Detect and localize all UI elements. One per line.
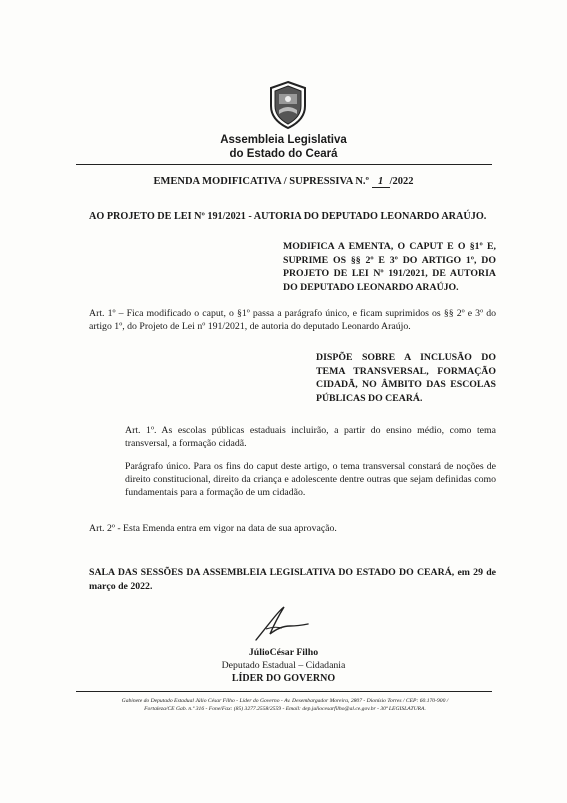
state-coat-of-arms-icon	[265, 80, 311, 130]
title-suffix: /2022	[389, 176, 414, 187]
signatory-title: LÍDER DO GOVERNO	[231, 673, 336, 684]
header-divider	[76, 164, 492, 165]
signatory-role: Deputado Estadual – Cidadania	[221, 660, 346, 671]
footer-address-line-2: Fortaleza/CE Gab. n.º 316 - Fone/Fax: (85) 3277.2558/2559 - Email: dep.juliocesarfilho@al.ce.gov.br - 30ª LEGISLATURA.	[144, 706, 426, 712]
document-subject: AO PROJETO DE LEI Nº 191/2021 - AUTORIA DO DEPUTADO LEONARDO ARAÚJO.	[89, 211, 487, 222]
footer-address-line-1: Gabinete do Deputado Estadual Júlio César Filho - Líder do Governo - Av. Desembargador Moreira, 2807 - Dionísio Torres / CEP: 60.170-900 /	[121, 698, 449, 704]
institution-name: Assembleia Legislativa	[220, 134, 347, 146]
title-number: 1	[372, 176, 390, 188]
inner-sole-paragraph: Parágrafo único. Para os fins do caput deste artigo, o tema transversal constará de noções de direito constitucional, direito da criança e adolescente dentre outras que sejam definidas como fundamentais para a formação de um cidadão.	[125, 461, 496, 498]
ementa-modifica: MODIFICA A EMENTA, O CAPUT E O §1º E, SUPRIME OS §§ 2º E 3º DO ARTIGO 1º, DO PROJETO DE LEI Nº 191/2021, DE AUTORIA DO DEPUTADO LEONARDO ARAÚJO.	[283, 241, 496, 293]
handwritten-signature	[250, 604, 312, 644]
document-title	[0, 176, 567, 188]
closing-statement: SALA DAS SESSÕES DA ASSEMBLEIA LEGISLATIVA DO ESTADO DO CEARÁ, em 29 de março de 2022.	[89, 567, 496, 592]
article-2: Art. 2º - Esta Emenda entra em vigor na data de sua aprovação.	[89, 523, 337, 534]
institution-state: do Estado do Ceará	[229, 148, 338, 160]
footer-divider	[76, 691, 492, 692]
title-prefix: EMENDA MODIFICATIVA / SUPRESSIVA N.º	[153, 176, 369, 187]
article-1-intro: Art. 1º – Fica modificado o caput, o §1º passa a parágrafo único, e ficam suprimidos os §§ 2º e 3º do artigo 1º, do Projeto de Lei nº 191/2021, de autoria do deputado Leonardo Araújo.	[89, 308, 496, 332]
inner-article-1: Art. 1º. As escolas públicas estaduais incluirão, a partir do ensino médio, como tema transversal, a formação cidadã.	[125, 425, 496, 449]
signatory-name: JúlioCésar Filho	[248, 647, 319, 658]
ementa-dispoe: DISPÕE SOBRE A INCLUSÃO DO TEMA TRANSVERSAL, FORMAÇÃO CIDADÃ, NO ÂMBITO DAS ESCOLAS PÚBLICAS DO CEARÁ.	[316, 352, 496, 404]
